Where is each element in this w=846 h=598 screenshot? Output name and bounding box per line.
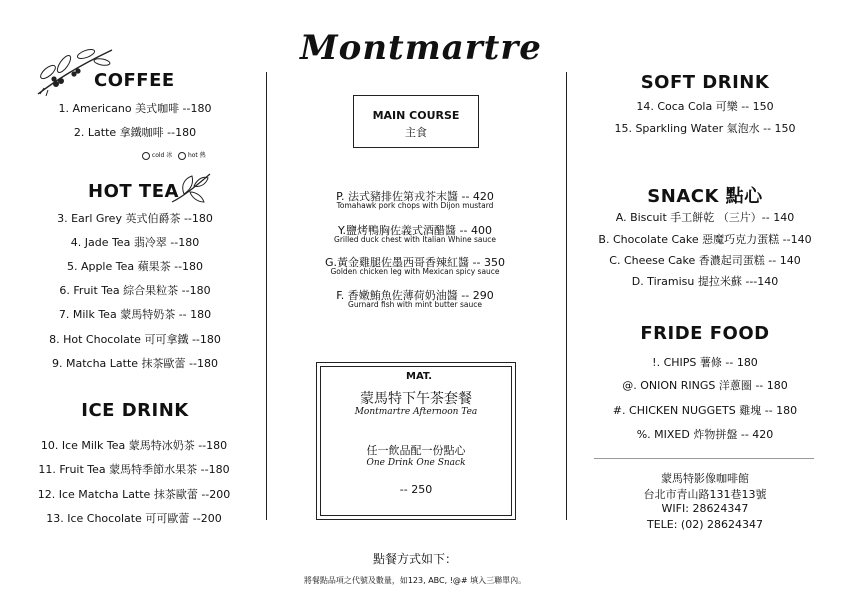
coffee-heading: COFFEE (94, 70, 175, 91)
fride-food-item: %. MIXED 炸物拼盤 -- 420 (636, 428, 774, 441)
snack-item: C. Cheese Cake 香濃起司蛋糕 -- 140 (609, 254, 801, 267)
main-course-desc: Gurnard fish with mint butter sauce (348, 300, 482, 309)
hot-icon (178, 152, 186, 160)
afternoon-tea-label: MAT. (406, 371, 433, 382)
fride-food-item: #. CHICKEN NUGGETS 雞塊 -- 180 (612, 404, 798, 417)
contact-tel: TELE: (02) 28624347 (646, 518, 763, 531)
hot-tea-item: 7. Milk Tea 蒙馬特奶茶 -- 180 (58, 308, 212, 321)
coffee-item: 1. Americano 美式咖啡 --180 (58, 102, 212, 115)
main-course-heading: MAIN COURSE (372, 109, 460, 122)
coffee-item: 2. Latte 拿鐵咖啡 --180 (73, 126, 197, 139)
main-course-item: F. 香嫩鮪魚佐薄荷奶油醬 -- 290 (336, 289, 494, 302)
afternoon-tea-offer: 任一飲品配一份點心 (366, 444, 466, 457)
hot-tea-item: 3. Earl Grey 英式伯爵茶 --180 (57, 212, 213, 225)
hot-tea-item: 8. Hot Chocolate 可可拿鐵 --180 (49, 333, 221, 346)
ice-drink-item: 13. Ice Chocolate 可可歐蕾 --200 (46, 512, 222, 525)
left-divider (266, 72, 267, 520)
snack-item: B. Chocolate Cake 惡魔巧克力蛋糕 --140 (598, 233, 812, 246)
cold-label: cold 冰 (151, 152, 173, 159)
main-course-item: Y.鹽烤鴨胸佐義式酒醋醬 -- 400 (338, 224, 492, 237)
fride-food-item: !. CHIPS 薯條 -- 180 (652, 356, 758, 369)
fride-food-heading: FRIDE FOOD (640, 323, 770, 344)
hot-label: hot 熱 (187, 152, 206, 159)
contact-address: 台北市青山路131巷13號 (643, 488, 767, 501)
main-course-item: G.黃金雞腿佐墨西哥香辣紅醬 -- 350 (325, 256, 505, 269)
soft-drink-heading: SOFT DRINK (640, 72, 770, 93)
contact-divider (594, 458, 814, 459)
order-note-heading: 點餐方式如下： (372, 552, 457, 566)
cold-icon (142, 152, 150, 160)
tea-leaf-icon (170, 172, 212, 206)
main-course-desc: Tomahawk pork chops with Dijon mustard (336, 201, 494, 210)
afternoon-tea-title-en: Montmartre Afternoon Tea (354, 407, 478, 417)
temperature-legend (142, 150, 206, 160)
snack-item: D. Tiramisu 提拉米蘇 ---140 (631, 275, 779, 288)
right-divider (566, 72, 567, 520)
snack-item: A. Biscuit 手工餅乾 （三片）-- 140 (615, 211, 795, 224)
main-course-desc: Grilled duck chest with Italian Whine sauce (334, 235, 496, 244)
fride-food-item: @. ONION RINGS 洋蔥圈 -- 180 (622, 379, 788, 392)
contact-name: 蒙馬特影像咖啡館 (661, 472, 749, 485)
hot-tea-item: 4. Jade Tea 翡冷翠 --180 (70, 236, 200, 249)
ice-drink-item: 10. Ice Milk Tea 蒙馬特冰奶茶 --180 (40, 439, 228, 452)
main-course-item: P. 法式豬排佐第戎芥末醬 -- 420 (336, 190, 494, 203)
hot-tea-item: 5. Apple Tea 蘋果茶 --180 (66, 260, 204, 273)
afternoon-tea-price: -- 250 (399, 483, 433, 496)
soft-drink-item: 15. Sparkling Water 氣泡水 -- 150 (614, 122, 796, 135)
hot-tea-heading: HOT TEA (88, 181, 179, 202)
main-course-heading-zh: 主食 (405, 126, 427, 139)
hot-tea-item: 6. Fruit Tea 綜合果粒茶 --180 (59, 284, 211, 297)
ice-drink-item: 11. Fruit Tea 蒙馬特季節水果茶 --180 (38, 463, 230, 476)
main-course-desc: Golden chicken leg with Mexican spicy sauce (330, 267, 500, 276)
order-note-text: 將餐點品項之代號及數量，如123, ABC, !@# 填入三聯單內。 (303, 576, 527, 585)
page-title: Montmartre (300, 28, 542, 68)
snack-heading: SNACK 點心 (647, 186, 763, 207)
afternoon-tea-offer-en: One Drink One Snack (366, 458, 466, 468)
contact-wifi: WIFI: 28624347 (661, 502, 749, 515)
soft-drink-item: 14. Coca Cola 可樂 -- 150 (636, 100, 774, 113)
hot-tea-item: 9. Matcha Latte 抹茶歐蕾 --180 (52, 357, 218, 370)
afternoon-tea-title: 蒙馬特下午茶套餐 (360, 391, 472, 407)
ice-drink-heading: ICE DRINK (81, 400, 189, 421)
ice-drink-item: 12. Ice Matcha Latte 抹茶歐蕾 --200 (37, 488, 231, 501)
